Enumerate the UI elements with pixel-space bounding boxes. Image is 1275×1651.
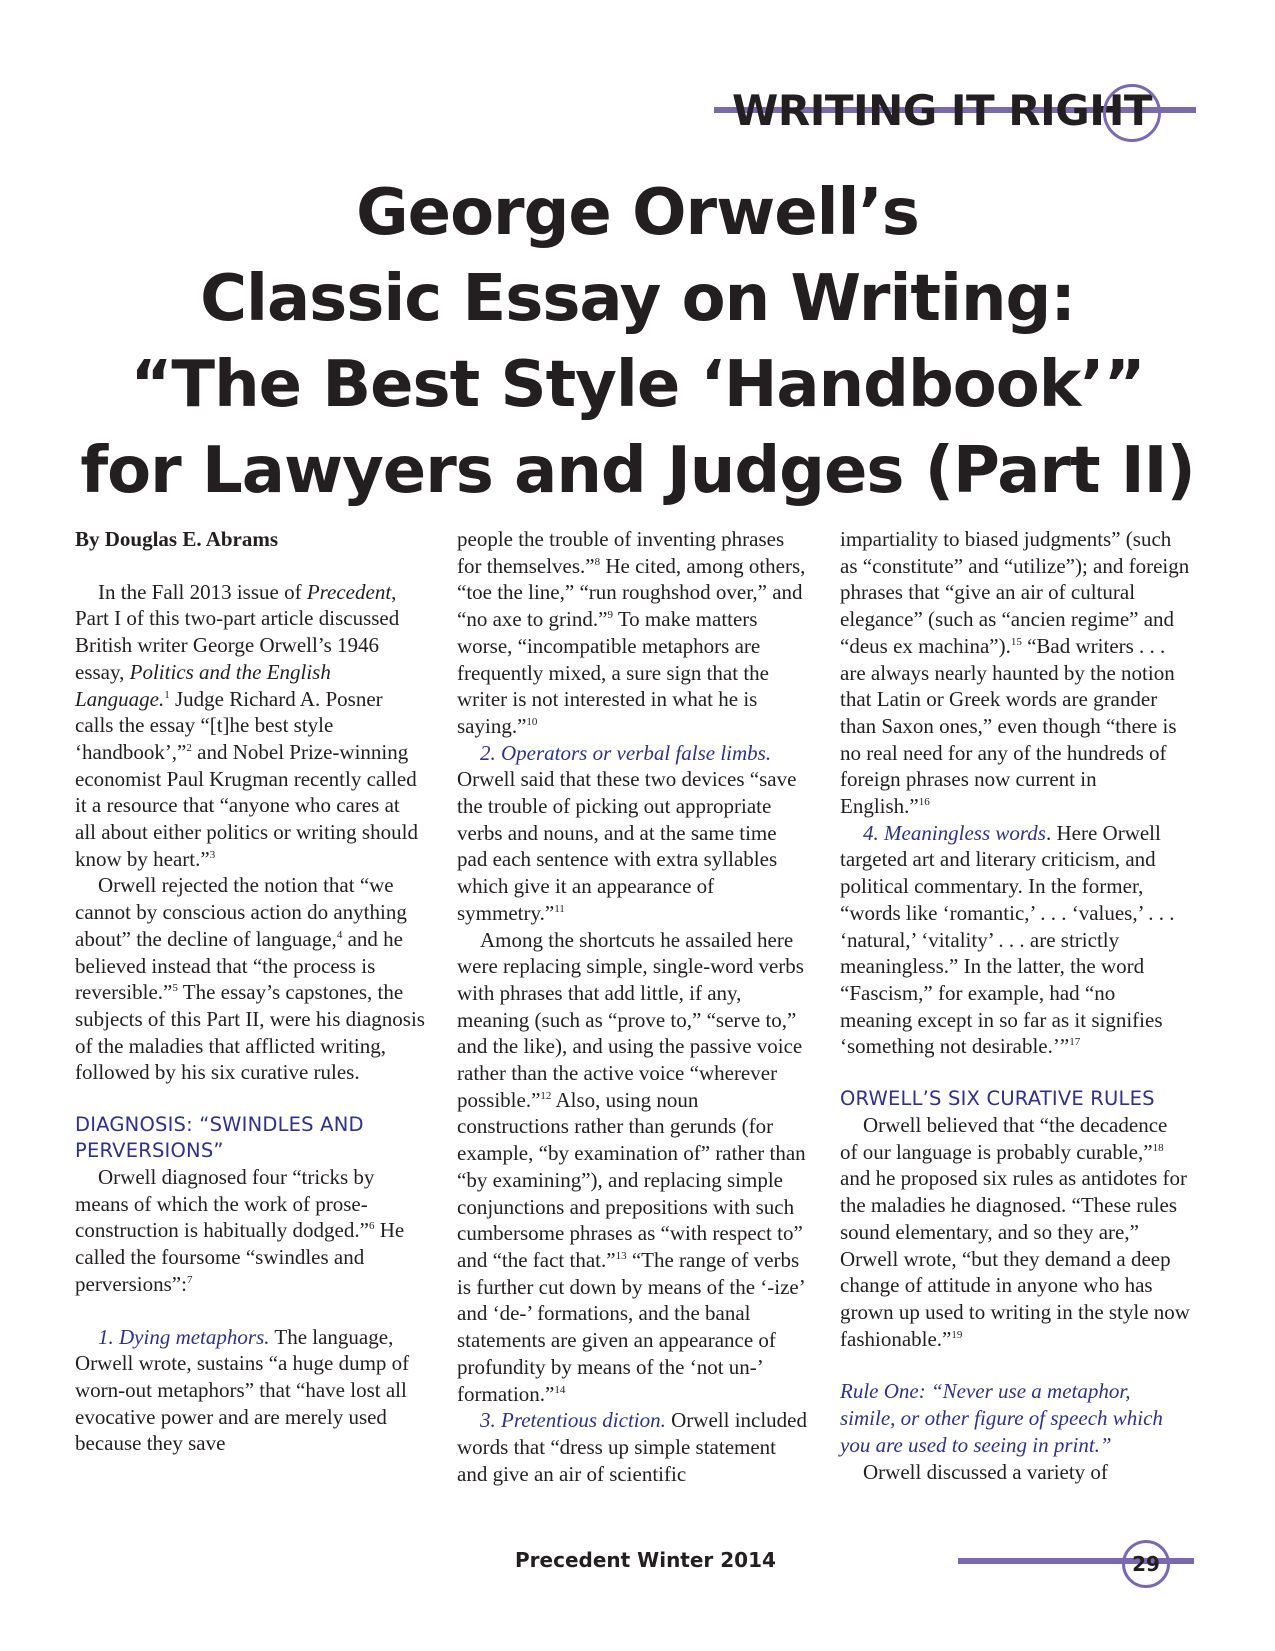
- paragraph: Orwell diagnosed four “tricks by means of which the work of prose-construction is habitually dodged.”$^6$ He called the foursome “swindles and perversions”:$^7$: [75, 1165, 405, 1296]
- paragraph: people the trouble of inventing phrases for themselves.”$^8$ He cited, among others, “toe the line,” “run roughshod over,” and “no axe to grind.”$^9$ To make matters worse, “incompatible metaphors are frequently mixed, a sure sign that the writer is not interested in what he is saying.”$^{10}$: [457, 527, 806, 738]
- title-line-3: “The Best Style ‘Handbook’”: [130, 348, 1145, 422]
- footnote-ref: 16: [918, 796, 930, 809]
- footnote-ref: 17: [1069, 1036, 1081, 1049]
- footnote-ref: 5: [172, 982, 178, 995]
- footnote-ref: 10: [526, 715, 538, 728]
- footnote-ref: 19: [951, 1328, 963, 1341]
- section-heading: DIAGNOSIS: “SWINDLES AND PERVERSIONS”: [75, 1113, 364, 1163]
- footnote-ref: 3: [209, 848, 216, 861]
- section-label: WRITING IT RIGHT: [732, 86, 1152, 135]
- footnote-ref: 8: [594, 555, 601, 568]
- footnote-ref: 9: [607, 609, 613, 622]
- paragraph: Orwell rejected the notion that “we cannot by conscious action do anything about” the decline of language,$^4$ and he believed instead that “the process is reversible.”$^5$ The essay’s capstones, the subjects of this Part II, were his diagnosis of the maladies that afflicted writing, followed by his six curative rules.: [75, 873, 425, 1085]
- paragraph: Orwell discussed a variety of: [863, 1459, 1108, 1484]
- title-line-2: Classic Essay on Writing:: [200, 262, 1075, 336]
- item-label: 2. Operators or verbal false limbs.: [480, 740, 772, 765]
- item-label: 4. Meaningless words: [863, 820, 1046, 845]
- footnote-ref: 14: [554, 1383, 566, 1396]
- publication-issue: Precedent Winter 2014: [515, 1548, 776, 1572]
- footnote-ref: 4: [336, 928, 343, 941]
- item-label: 1. Dying metaphors.: [98, 1324, 270, 1349]
- section-heading: ORWELL’S SIX CURATIVE RULES: [840, 1087, 1155, 1111]
- footnote-ref: 7: [186, 1273, 193, 1286]
- paragraph: 1. Dying metaphors. The language, Orwell wrote, sustains “a huge dump of worn-out metaphors” that “have lost all evocative power and are merely used because they save: [75, 1324, 410, 1456]
- byline: By Douglas E. Abrams: [75, 527, 279, 551]
- item-label: 3. Pretentious diction.: [480, 1408, 666, 1433]
- paragraph: 3. Pretentious diction. Orwell included words that “dress up simple statement and give an air of scientific: [457, 1408, 807, 1486]
- title-line-4: for Lawyers and Judges (Part II): [80, 434, 1195, 508]
- paragraph: 2. Operators or verbal false limbs. Orwell said that these two devices “save the trouble of picking out appropriate verbs and nouns, and at the same time pad each sentence with extra syllables which give it an appearance of symmetry.”$^{11}$: [457, 740, 797, 925]
- footnote-ref: 13: [615, 1249, 627, 1262]
- column-3: [840, 526, 1190, 1485]
- banner-circle-ornament: [1103, 84, 1161, 142]
- title-line-1: George Orwell’s: [356, 176, 919, 250]
- footnote-ref: 6: [368, 1220, 375, 1233]
- footnote-ref: 15: [1010, 635, 1022, 648]
- page-number: 29: [1122, 1540, 1170, 1588]
- page-footer: [0, 1540, 1275, 1590]
- section-banner: [714, 82, 1196, 142]
- article-title: [30, 170, 1245, 514]
- paragraph: In the Fall 2013 issue of Precedent, Part I of this two-part article discussed British writer George Orwell’s 1946 essay, Politics and the English Language.$^1$ Judge Richard A. Posner calls the essay “[t]he best style ‘handbook’,”$^2$ and Nobel Prize-winning economist Paul Krugman recently called it a resource that “anyone who cares at all about either politics or writing should know by heart.”$^3$: [75, 579, 418, 871]
- paragraph: impartiality to biased judgments” (such as “constitute” and “utilize”); and foreign phrases that “give an air of cultural elegance” (such as “ancien regime” and “deus ex machina”).$^{15}$ “Bad writers . . . are always nearly haunted by the notion that Latin or Greek words are grander than Saxon ones,” even though “there is no real need for any of the hundreds of foreign phrases now current in English.”$^{16}$: [840, 527, 1190, 819]
- paragraph: Among the shortcuts he assailed here were replacing simple, single-word verbs with phrases that add little, if any, meaning (such as “prove to,” “serve to,” and the like), and using the passive voice rather than the active voice “wherever possible.”$^{12}$ Also, using noun constructions rather than gerunds (for example, “by examination of” rather than “by examining”), and replacing simple conjunctions and prepositions with such cumbersome phrases as “with respect to” and “the fact that.”$^{13}$ “The range of verbs is further cut down by means of the ‘-ize’ and ‘de-’ formations, and the banal statements are given an appearance of profundity by means of the ‘not un-’ formation.”$^{14}$: [457, 927, 806, 1406]
- paragraph: Orwell believed that “the decadence of our language is probably curable,”$^{18}$ and he proposed six rules as antidotes for the maladies he diagnosed. “These rules sound elementary, and so they are,” Orwell wrote, “but they demand a deep change of attitude in anyone who has grown up used to writing in the style now fashionable.”$^{19}$: [840, 1113, 1190, 1351]
- rule-one-heading: Rule One: “Never use a metaphor, simile, or other figure of speech which you are used to seeing in print.”: [840, 1379, 1163, 1457]
- paragraph: 4. Meaningless words. Here Orwell targeted art and literary criticism, and political commentary. In the former, “words like ‘romantic,’ . . . ‘values,’ . . . ‘natural,’ ‘vitality’ . . . are strictly meaningless.” In the latter, the word “Fascism,” for example, had “no meaning except in so far as it signifies ‘something not desirable.’”$^{17}$: [840, 820, 1175, 1059]
- footnote-ref: 1: [164, 688, 170, 701]
- footnote-ref: 11: [554, 902, 565, 915]
- footnote-ref: 2: [186, 741, 192, 754]
- footnote-ref: 12: [540, 1089, 552, 1102]
- footnote-ref: 18: [1152, 1141, 1164, 1154]
- column-1: [75, 526, 425, 1457]
- column-2: [457, 526, 807, 1487]
